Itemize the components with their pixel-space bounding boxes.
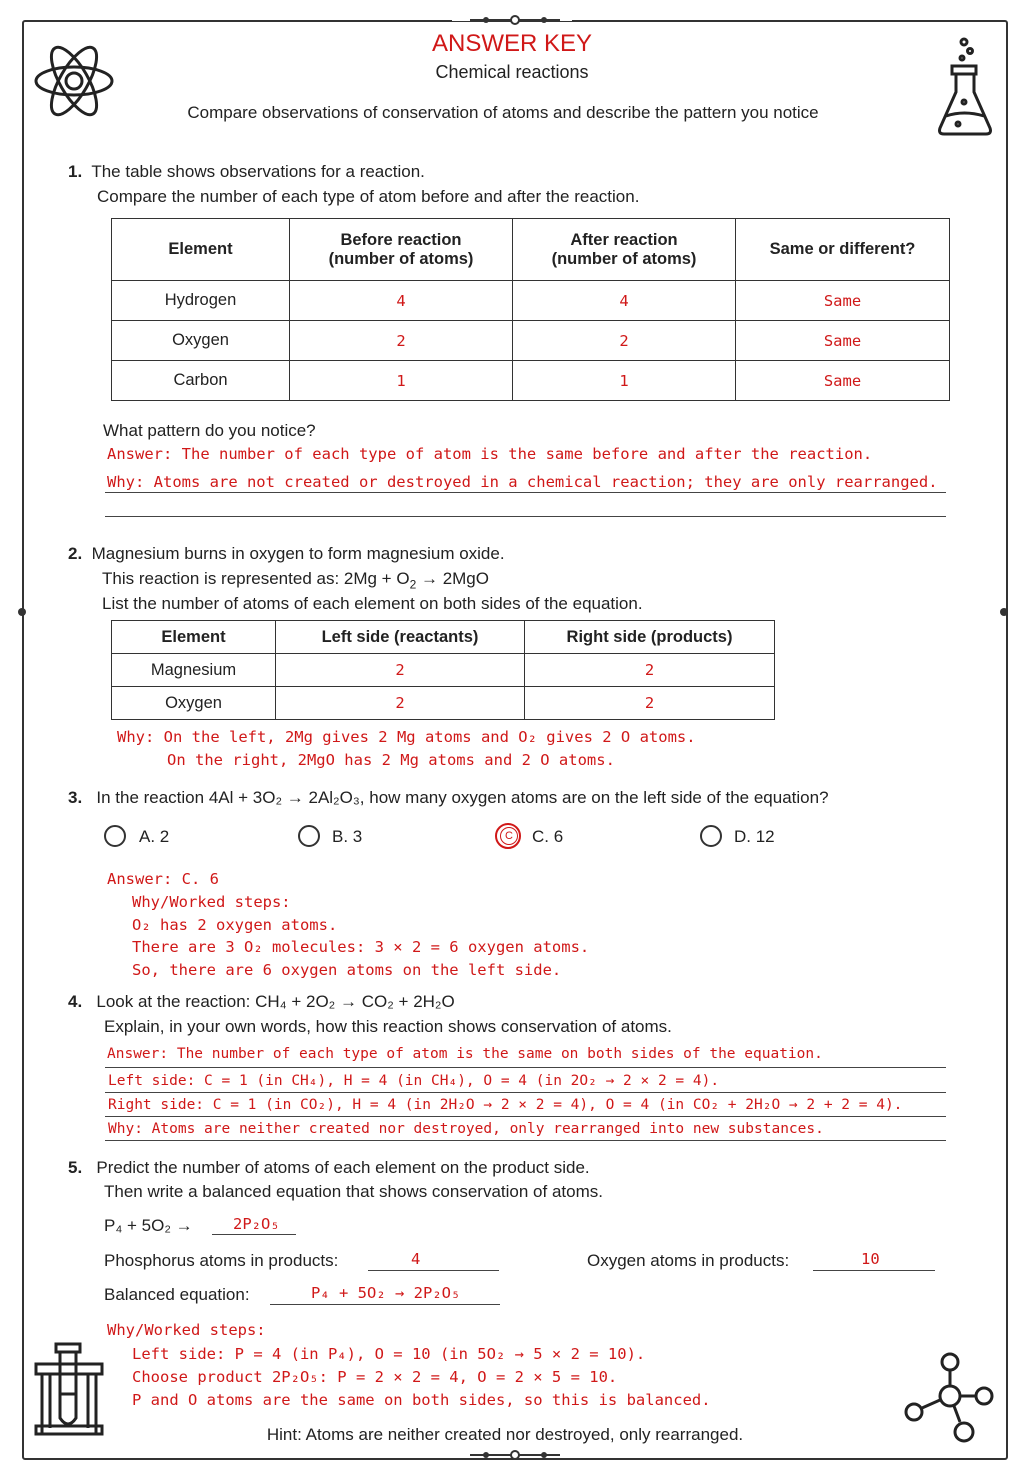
q5-step-3: P and O atoms are the same on both sides, so this is balanced. bbox=[132, 1391, 711, 1409]
option-a-radio[interactable] bbox=[104, 825, 126, 847]
q1-prompt: What pattern do you notice? bbox=[103, 421, 316, 440]
q4-line-2: Right side: C = 1 (in CO₂), H = 4 (in 2H₂O → 2 × 2 = 4), O = 4 (in CO₂ + 2H₂O → 2 + 2 = 4). bbox=[108, 1097, 903, 1113]
answer-line bbox=[368, 1270, 499, 1271]
q5-balanced-label: Balanced equation: bbox=[104, 1285, 250, 1304]
q1-header-before-title: Before reaction bbox=[340, 230, 462, 249]
q1-why: Why: Atoms are not created or destroyed in a chemical reaction; they are only rearranged. bbox=[107, 473, 938, 491]
q5-number: 5. bbox=[68, 1158, 83, 1177]
option-b-radio[interactable] bbox=[298, 825, 320, 847]
answer-line bbox=[212, 1234, 296, 1235]
q1-header-after bbox=[513, 219, 736, 281]
q2-header-element: Element bbox=[112, 621, 276, 654]
q1-row-before: 2 bbox=[290, 321, 513, 361]
q3-step-0: Why/Worked steps: bbox=[132, 893, 291, 911]
q2-number: 2. bbox=[68, 544, 83, 563]
q5-oxy-label: Oxygen atoms in products: bbox=[587, 1251, 790, 1270]
test-tube-rack-icon bbox=[32, 1338, 106, 1438]
q2-table bbox=[111, 620, 775, 720]
table-row bbox=[112, 687, 775, 720]
q5-line1-text: Predict the number of atoms of each element on the product side. bbox=[96, 1158, 590, 1177]
option-c-mark: C bbox=[500, 827, 518, 845]
q2-row-element: Oxygen bbox=[112, 687, 276, 720]
page-title: ANSWER KEY bbox=[431, 30, 593, 57]
answer-line bbox=[270, 1304, 500, 1305]
q2-row-element: Magnesium bbox=[112, 654, 276, 687]
q2-row-right: 2 bbox=[525, 687, 775, 720]
q5-equation-prefix: P₄ + 5O₂ → bbox=[104, 1216, 193, 1235]
right-dot-icon bbox=[998, 606, 1010, 618]
q1-row-element: Carbon bbox=[112, 361, 290, 401]
answer-line bbox=[105, 516, 946, 517]
answer-line bbox=[105, 1067, 946, 1068]
q5-step-2: Choose product 2P₂O₅: P = 2 × 2 = 4, O = 2 × 5 = 10. bbox=[132, 1368, 618, 1386]
answer-line bbox=[105, 492, 946, 493]
q1-line1-text: The table shows observations for a reaction. bbox=[91, 162, 425, 181]
option-c-radio-selected[interactable] bbox=[495, 823, 521, 849]
q1-header-before-sub: (number of atoms) bbox=[328, 249, 474, 268]
q1-header-after-title: After reaction bbox=[570, 230, 678, 249]
q1-row-before: 4 bbox=[290, 281, 513, 321]
q2-line3: List the number of atoms of each element on both sides of the equation. bbox=[102, 594, 643, 613]
answer-line bbox=[105, 1116, 946, 1117]
q1-row-element: Hydrogen bbox=[112, 281, 290, 321]
q2-equation-prefix: This reaction is represented as: 2Mg + O bbox=[102, 569, 410, 588]
q1-table bbox=[111, 218, 950, 401]
q2-row-left: 2 bbox=[276, 654, 525, 687]
q5-line2: Then write a balanced equation that shows conservation of atoms. bbox=[104, 1182, 603, 1201]
q2-row-left: 2 bbox=[276, 687, 525, 720]
q2-equation-sub: 2 bbox=[409, 577, 417, 592]
table-row bbox=[112, 321, 950, 361]
option-d-label[interactable]: D. 12 bbox=[734, 827, 775, 846]
q2-why1: Why: On the left, 2Mg gives 2 Mg atoms and O₂ gives 2 O atoms. bbox=[117, 728, 696, 746]
bottom-ornament-icon bbox=[470, 1447, 560, 1463]
q5-line1 bbox=[68, 1158, 590, 1178]
q1-row-after: 4 bbox=[513, 281, 736, 321]
option-b-label[interactable]: B. 3 bbox=[332, 827, 363, 846]
q4-line2: Explain, in your own words, how this reaction shows conservation of atoms. bbox=[104, 1017, 672, 1036]
q4-number: 4. bbox=[68, 992, 83, 1011]
q1-header-same: Same or different? bbox=[736, 219, 950, 281]
q2-header-right: Right side (products) bbox=[525, 621, 775, 654]
q2-why2: On the right, 2MgO has 2 Mg atoms and 2 O atoms. bbox=[167, 751, 615, 769]
q4-line-3: Why: Atoms are neither created nor destroyed, only rearranged into new substances. bbox=[108, 1121, 824, 1137]
answer-line bbox=[105, 1092, 946, 1093]
intro-text: Compare observations of conservation of atoms and describe the pattern you notice bbox=[187, 103, 819, 122]
q2-line2 bbox=[102, 569, 489, 591]
q2-header-left: Left side (reactants) bbox=[276, 621, 525, 654]
answer-line bbox=[813, 1270, 935, 1271]
answer-line bbox=[105, 1140, 946, 1141]
q1-row-result: Same bbox=[736, 281, 950, 321]
q1-header-before bbox=[290, 219, 513, 281]
page-subtitle: Chemical reactions bbox=[435, 62, 589, 82]
q5-equation-answer: 2P₂O₅ bbox=[233, 1215, 280, 1233]
q5-phos-label: Phosphorus atoms in products: bbox=[104, 1251, 339, 1270]
option-c-label[interactable]: C. 6 bbox=[532, 827, 564, 846]
q1-row-after: 1 bbox=[513, 361, 736, 401]
q1-answer: Answer: The number of each type of atom is the same before and after the reaction. bbox=[107, 445, 873, 463]
left-dot-icon bbox=[16, 606, 28, 618]
q1-row-element: Oxygen bbox=[112, 321, 290, 361]
q3-question-text: In the reaction 4Al + 3O₂ → 2Al₂O₃, how many oxygen atoms are on the left side of the equation? bbox=[96, 788, 829, 807]
q2-line1 bbox=[68, 544, 505, 564]
q1-row-before: 1 bbox=[290, 361, 513, 401]
q5-step-0: Why/Worked steps: bbox=[107, 1321, 266, 1339]
q1-line2: Compare the number of each type of atom before and after the reaction. bbox=[97, 187, 640, 206]
q4-line1 bbox=[68, 992, 455, 1012]
q3-answer: Answer: C. 6 bbox=[107, 870, 219, 888]
q5-balanced-value: P₄ + 5O₂ → 2P₂O₅ bbox=[311, 1284, 461, 1302]
q1-header-element: Element bbox=[112, 219, 290, 281]
q5-step-1: Left side: P = 4 (in P₄), O = 10 (in 5O₂ → 5 × 2 = 10). bbox=[132, 1345, 646, 1363]
q1-row-after: 2 bbox=[513, 321, 736, 361]
option-a-label[interactable]: A. 2 bbox=[139, 827, 170, 846]
q3-number: 3. bbox=[68, 788, 83, 807]
q4-line-0: Answer: The number of each type of atom is the same on both sides of the equation. bbox=[107, 1046, 823, 1062]
q1-row-result: Same bbox=[736, 361, 950, 401]
q1-line1 bbox=[68, 162, 425, 182]
top-ornament-icon bbox=[470, 12, 560, 28]
footer-hint: Hint: Atoms are neither created nor destroyed, only rearranged. bbox=[266, 1425, 744, 1444]
q5-oxy-value: 10 bbox=[861, 1250, 880, 1268]
q3-step-1: O₂ has 2 oxygen atoms. bbox=[132, 916, 338, 934]
q1-header-after-sub: (number of atoms) bbox=[551, 249, 697, 268]
q2-equation-suffix: → 2MgO bbox=[416, 569, 489, 588]
q4-line-1: Left side: C = 1 (in CH₄), H = 4 (in CH₄), O = 4 (in 2O₂ → 2 × 2 = 4). bbox=[108, 1073, 720, 1089]
option-d-radio[interactable] bbox=[700, 825, 722, 847]
q3-step-3: So, there are 6 oxygen atoms on the left side. bbox=[132, 961, 562, 979]
q1-number: 1. bbox=[68, 162, 83, 181]
table-row bbox=[112, 361, 950, 401]
q3-step-2: There are 3 O₂ molecules: 3 × 2 = 6 oxygen atoms. bbox=[132, 938, 590, 956]
q2-line1-text: Magnesium burns in oxygen to form magnesium oxide. bbox=[91, 544, 505, 563]
table-row bbox=[112, 281, 950, 321]
q3-question bbox=[68, 788, 829, 808]
q5-phos-value: 4 bbox=[411, 1250, 421, 1268]
table-row bbox=[112, 654, 775, 687]
q2-row-right: 2 bbox=[525, 654, 775, 687]
q4-line1-text: Look at the reaction: CH₄ + 2O₂ → CO₂ + 2H₂O bbox=[96, 992, 455, 1011]
q1-row-result: Same bbox=[736, 321, 950, 361]
